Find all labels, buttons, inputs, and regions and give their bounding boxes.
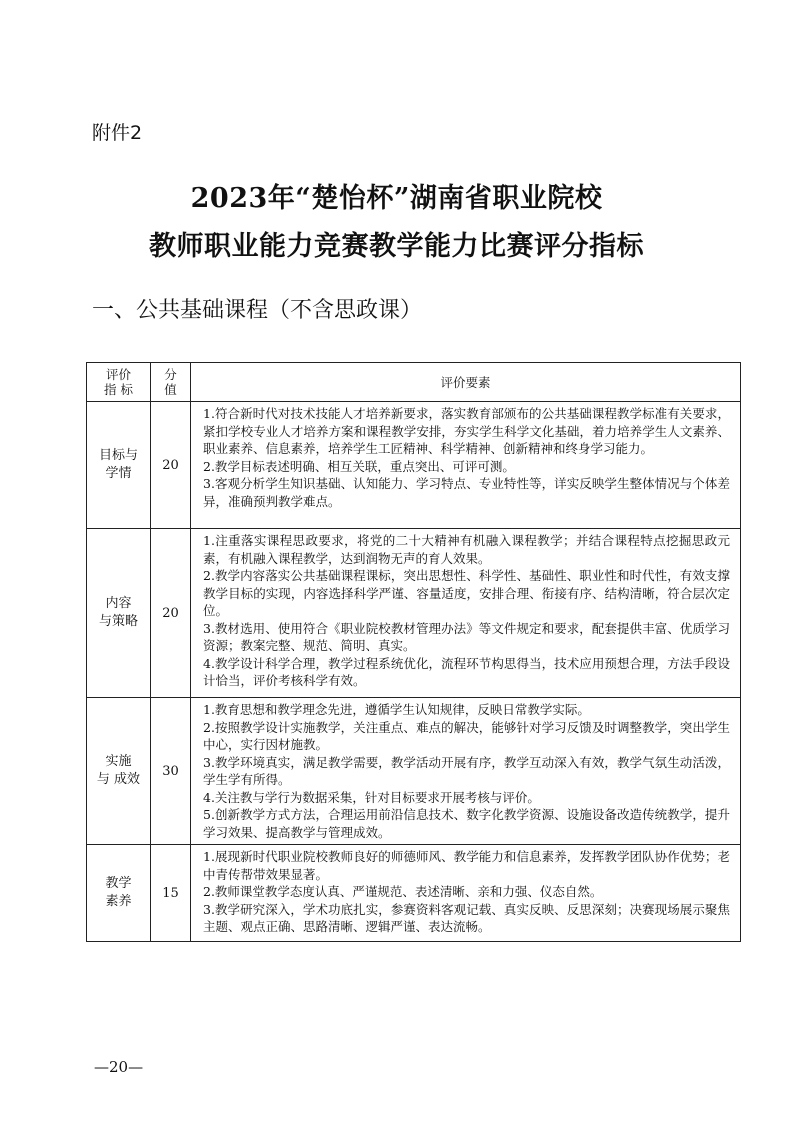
table-row-implementation xyxy=(87,698,741,845)
scoring-table xyxy=(86,362,741,942)
header-score-line2: 值 xyxy=(164,382,177,397)
indicator-line2: 素养 xyxy=(105,894,132,909)
header-score-line1: 分 xyxy=(164,367,177,382)
criteria-item: 4.教学设计科学合理，教学过程系统优化，流程环节构思得当，技术应用预想合理，方法手段设计恰当，评价考核科学有效。 xyxy=(203,655,730,688)
indicator-line2: 与策略 xyxy=(98,614,138,629)
criteria-item: 3.教学环境真实，满足教学需要，教学活动开展有序，教学互动深入有效，教学气氛生动活泼，学生学有所得。 xyxy=(203,754,730,787)
criteria-item: 4.关注教与学行为数据采集，针对目标要求开展考核与评价。 xyxy=(203,789,540,805)
criteria-item: 2.教学内容落实公共基础课程课标，突出思想性、科学性、基础性、职业性和时代性，有效支撑教学目标的实现，内容选择科学严谨、容量适度，安排合理、衔接有序、结构清晰，符合层次定位。 xyxy=(203,568,730,618)
table-row-goals xyxy=(87,402,741,529)
document-title-line1: 2023年“楚怡杯”湖南省职业院校 xyxy=(190,183,603,214)
criteria-item: 1.教育思想和教学理念先进，遵循学生认知规律，反映日常教学实际。 xyxy=(203,702,590,717)
section-heading: 一、公共基础课程（不含思政课） xyxy=(92,298,423,323)
criteria-cell xyxy=(191,529,741,698)
indicator-line2: 学情 xyxy=(105,466,132,481)
page-number: —20— xyxy=(94,1058,144,1076)
indicator-line1: 教学 xyxy=(105,876,132,891)
header-score xyxy=(151,363,191,402)
indicator-line1: 实施 xyxy=(105,754,132,769)
header-indicator-line1: 评价 xyxy=(105,367,131,382)
criteria-item: 2.教学目标表述明确、相互关联，重点突出、可评可测。 xyxy=(203,458,515,474)
criteria-item: 2.教师课堂教学态度认真、严谨规范、表述清晰、亲和力强、仪态自然。 xyxy=(203,884,603,899)
table-row-literacy xyxy=(87,845,741,942)
criteria-item: 1.注重落实课程思政要求，将党的二十大精神有机融入课程教学；并结合课程特点挖掘思政元素，有机融入课程教学，达到润物无声的育人效果。 xyxy=(203,533,730,566)
indicator-cell xyxy=(87,698,151,845)
criteria-item: 1.符合新时代对技术技能人才培养新要求，落实教育部颁布的公共基础课程教学标准有关要求，紧扣学校专业人才培养方案和课程教学安排，夯实学生科学文化基础，着力培养学生人文素养、职业素养、信息素养，培养学生工匠精神、科学精神、创新精神和终身学习能力。 xyxy=(203,406,730,456)
criteria-item: 5.创新教学方式方法，合理运用前沿信息技术、数字化教学资源、设施设备改造传统教学，提升学习效果、提高教学与管理成效。 xyxy=(203,807,730,840)
criteria-cell xyxy=(191,402,741,529)
criteria-item: 3.客观分析学生知识基础、认知能力、学习特点、专业特性等，详实反映学生整体情况与个体差异，准确预判教学难点。 xyxy=(203,476,730,509)
criteria-cell xyxy=(191,845,741,942)
score-cell: 15 xyxy=(151,845,191,942)
indicator-cell xyxy=(87,529,151,698)
score-cell: 20 xyxy=(151,529,191,698)
criteria-item: 1.展现新时代职业院校教师良好的师德师风、教学能力和信息素养，发挥教学团队协作优势；老中青传帮带效果显著。 xyxy=(203,849,730,882)
table-row-content xyxy=(87,529,741,698)
header-indicator xyxy=(87,363,151,402)
header-indicator-line2: 指 标 xyxy=(104,382,133,397)
criteria-item: 3.教学研究深入，学术功底扎实，参赛资料客观记载、真实反映、反思深刻；决赛现场展示聚焦主题、观点正确、思路清晰、逻辑严谨、表达流畅。 xyxy=(203,901,730,934)
indicator-line1: 目标与 xyxy=(98,448,138,463)
indicator-line1: 内容 xyxy=(105,596,132,611)
criteria-item: 3.教材选用、使用符合《职业院校教材管理办法》等文件规定和要求，配套提供丰富、优质学习资源；教案完整、规范、简明、真实。 xyxy=(203,620,730,653)
criteria-cell xyxy=(191,698,741,845)
attachment-label: 附件2 xyxy=(92,122,143,144)
indicator-line2: 与 成效 xyxy=(96,772,141,787)
indicator-cell xyxy=(87,402,151,529)
indicator-cell xyxy=(87,845,151,942)
header-criteria: 评价要素 xyxy=(191,363,741,402)
score-cell: 20 xyxy=(151,402,191,529)
document-title-line2: 教师职业能力竞赛教学能力比赛评分指标 xyxy=(149,231,644,262)
table-header-row xyxy=(87,363,741,402)
criteria-item: 2.按照教学设计实施教学，关注重点、难点的解决，能够针对学习反馈及时调整教学，突出学生中心，实行因材施教。 xyxy=(203,719,730,752)
score-cell: 30 xyxy=(151,698,191,845)
